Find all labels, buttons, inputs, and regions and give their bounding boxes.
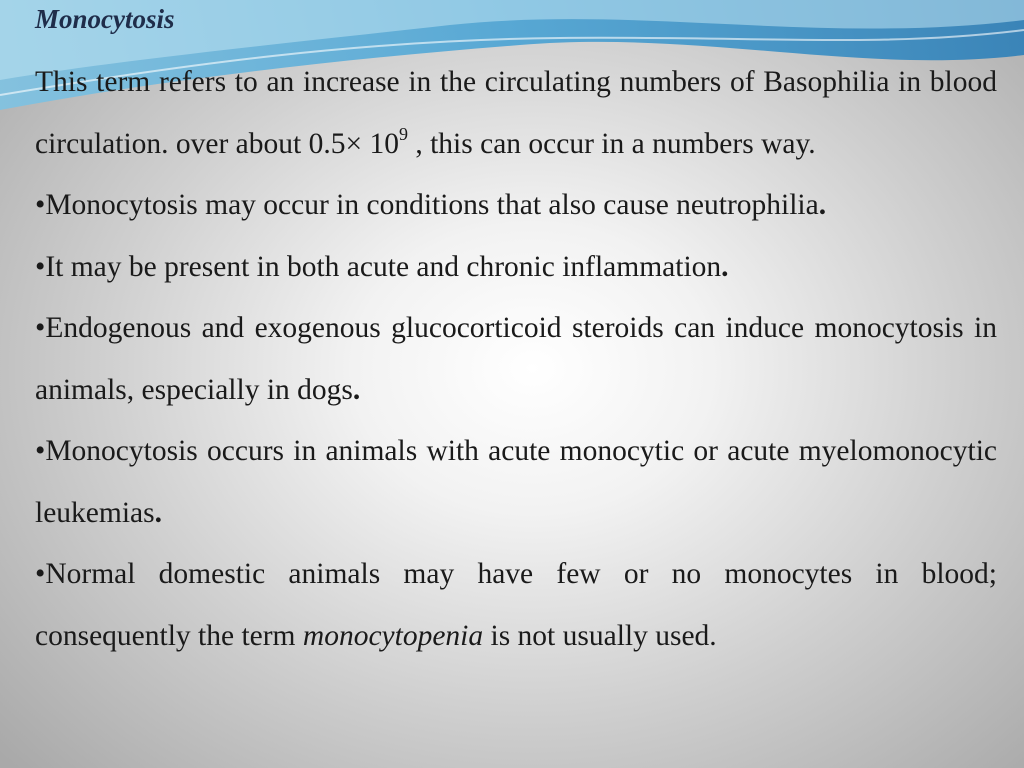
- slide-title: Monocytosis: [35, 4, 175, 34]
- slide-body: [35, 52, 997, 667]
- intro-paragraph: [35, 52, 997, 175]
- exponent: 9: [398, 123, 408, 144]
- intro-text-end: , this can occur in a numbers way.: [407, 127, 816, 160]
- bullet-item: •Normal domestic animals may have few or no monocytes in blood; consequently the term monocytopenia is not usually used.: [35, 558, 997, 652]
- bullet-item: •Monocytosis occurs in animals with acute monocytic or acute myelomonocytic leukemias.: [35, 435, 997, 529]
- bullet-item: •Endogenous and exogenous glucocorticoid steroids can induce monocytosis in animals, especially in dogs.: [35, 312, 997, 406]
- bullet-item: •Monocytosis may occur in conditions that also cause neutrophilia.: [35, 189, 827, 221]
- intro-text: This term refers to an increase in the circulating numbers of Basophilia in blood circulation. over about 0.5× 10: [35, 66, 997, 160]
- bullet-item: •It may be present in both acute and chronic inflammation.: [35, 250, 729, 283]
- term-monocytopenia: monocytopenia: [302, 619, 484, 652]
